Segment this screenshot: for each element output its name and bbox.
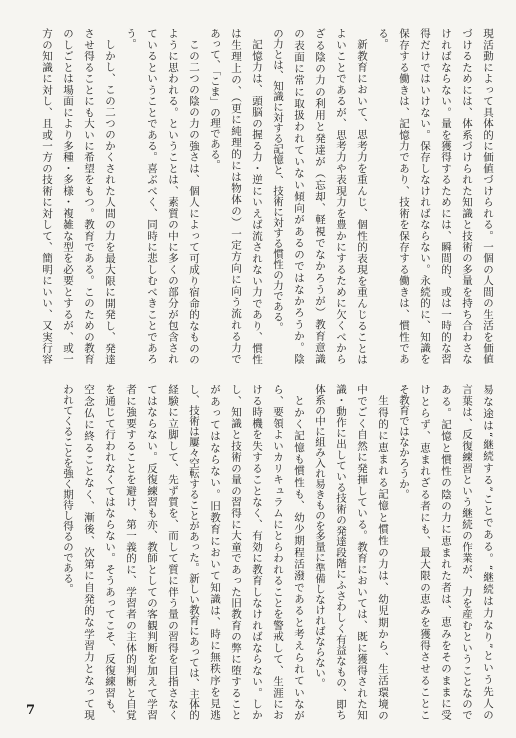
text-column: を通じて行われなくてはならない。そうあってこそ、反復練習も、 xyxy=(104,384,116,720)
text-column: ているということである。喜ぶべく、同時に悲しむべきことであろ xyxy=(146,28,158,364)
text-column: ら、要領よいカリキュラムにとらわれることを警戒して、生涯にお xyxy=(272,384,284,721)
text-column: 方の知識に対し、且或一方の技術に対して、簡明にいい、又実行容 xyxy=(41,28,53,364)
text-column: けとらず、恵まれざる者にも、最大限の恵みを獲得させることこ xyxy=(419,384,431,720)
text-column: る。 xyxy=(377,28,389,49)
text-column: 生得的に恵まれる記憶と慣性の力は、幼児期から、生活環境の xyxy=(377,394,389,720)
text-column: とかく記憶も慣性も、幼少期程活潑であると考えられていなが xyxy=(293,394,305,720)
text-column: 記憶力は、頭脳の握る力・逆にいえば流されない力であり、慣性 xyxy=(251,38,263,364)
text-column: 現活動によって具体的に価値づけられる。一個の人間の生活を価値 xyxy=(482,28,494,364)
text-column: 得だけではいけない。保存しなければならない。永続的に、知識を xyxy=(419,28,431,364)
text-column: われてくることを強く期待し得るのである。 xyxy=(62,384,74,594)
text-column: この二つの陰の力の強さは、個人によって可成り宿命的なものの xyxy=(188,38,200,364)
text-column: し、知識と技術の量の習得に大童であった旧教育の弊に堕すること xyxy=(230,384,242,720)
text-column: ように思われる。ということは、素質の中に多くの部分が包含され xyxy=(167,28,179,365)
text-column: ける時機を失することなく、有効に教育しなければならない。しか xyxy=(251,384,263,720)
lower-text-block xyxy=(57,384,498,720)
text-column: 者に強要することを避け、第一義的に、学習者の主体的判断と自覚 xyxy=(125,384,137,720)
text-column: ある。記憶と慣性の陰の力に恵まれた者は、恵みをそのままに受 xyxy=(440,384,452,720)
text-column: 保存する働きは、記憶力であり、技術を保存する働きは、慣性であ xyxy=(398,28,410,365)
text-column: 新教育において、思考力を重んじ、個性的表現を重んじることは xyxy=(356,38,368,364)
text-column: の力とは、知識に対する記憶と、技術に対する慣性の力である。 xyxy=(272,28,284,333)
text-column: ざる陰の力の利用と発達が（忘却、軽視でなかろうが）教育意識 xyxy=(314,28,326,364)
text-column: しかし、この二つのかくされた人間の力を最大限に開発し、発達 xyxy=(104,38,116,364)
upper-text-block xyxy=(36,28,498,364)
text-column: し、技術は屢々空転することがあった。新しい教育にあっては、主体的 xyxy=(188,384,200,720)
text-column: の表面に常に取扱われていない傾向があるのではなかろうか。陰 xyxy=(293,28,305,364)
text-column: づけるためには、体系づけられた知識と技術の多量を持ち合わさな xyxy=(461,28,473,364)
text-column: よいことであるが、思考力や表現力を豊かにするために欠くべから xyxy=(335,28,347,364)
text-column: 識・動作に出している技術の発達段階にふさわしく有益なもの、即ち xyxy=(335,384,347,720)
text-column: 言葉は、反復練習という継続の作業が、力を産むということなので xyxy=(461,384,473,720)
text-column: う。 xyxy=(125,28,137,49)
text-column: 空念仏に終ることなく、漸後、次第に自発的な学習力となって現 xyxy=(83,384,95,720)
text-column: あって、「こま」の理である。 xyxy=(209,28,221,170)
text-column: 中でごく自然に発揮している。教育においては、既に獲得された知 xyxy=(356,384,368,720)
text-column: は生理上の、（更に純理的には物体の）一定方向に向う流れる力で xyxy=(230,28,242,364)
text-column: 体系の中に組み入れ易きものを多量に準備しなければならない。 xyxy=(314,384,326,689)
text-column: 経験に立脚して、先ず質を、而して質に伴う量の習得を目指さなく xyxy=(167,384,179,720)
text-column: そ教育ではなかろうか。 xyxy=(398,384,410,500)
page-number: 7 xyxy=(26,703,36,718)
text-column: てはならない。反復練習も亦、教師としての客観判断を加えて学習 xyxy=(146,384,158,720)
text-column: のしごとは場面により多種・多様・複雑な型を必要とするが、或一 xyxy=(62,28,74,364)
text-column: があってはならない。旧教育において知識は、時に無秩序を見逃 xyxy=(209,384,221,720)
text-column: ければならない。量を獲得するためには、瞬間的、或は一時的な習 xyxy=(440,28,452,364)
text-column: させ得ることにも大いに希望をもつ。教育である。このための教育 xyxy=(83,28,95,364)
text-column: 易な途は“継続する”ことである。“継続は力なり”という先人の xyxy=(482,384,494,720)
